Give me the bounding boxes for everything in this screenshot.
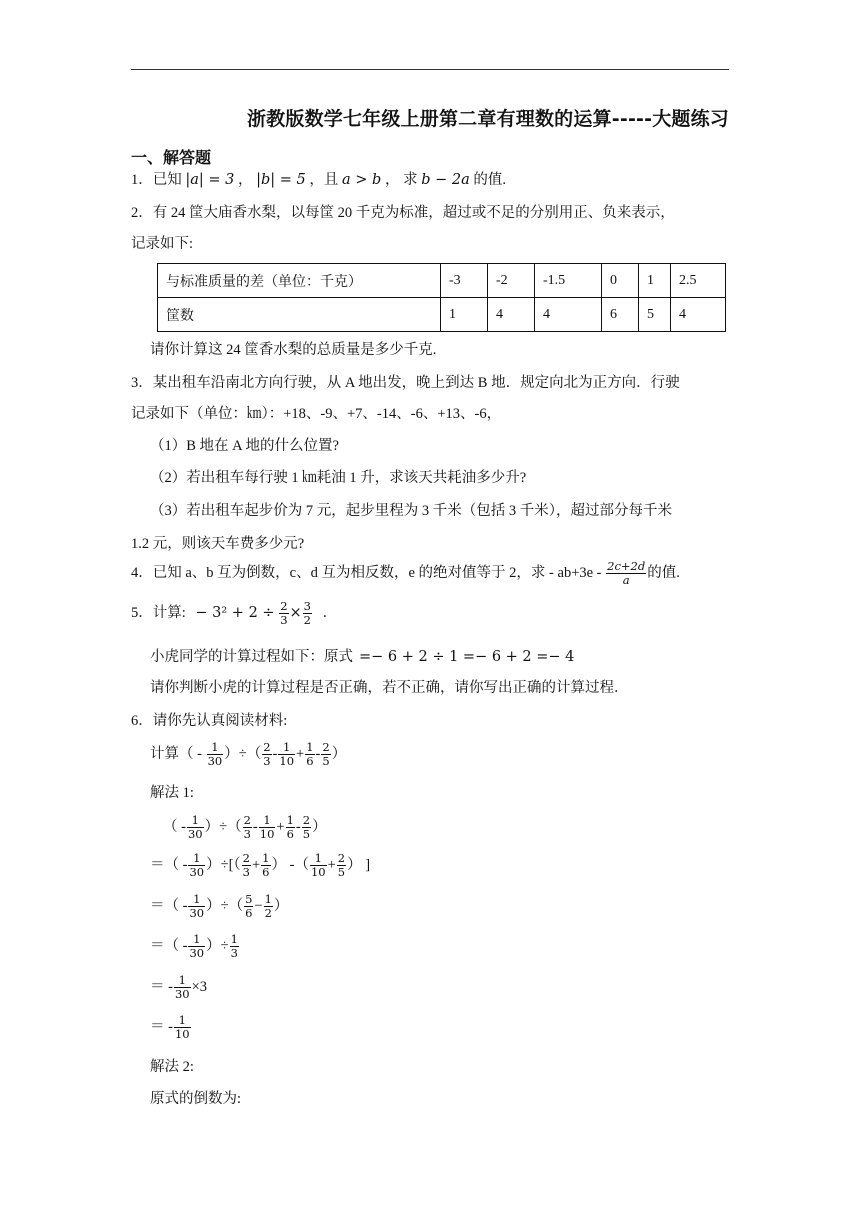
question-3-line-2: 记录如下（单位：㎞）：+18、-9、+7、-14、-6、+13、-6， <box>131 406 502 422</box>
question-4: 4．已知 a、b 互为倒数，c、d 互为相反数，e 的绝对值等于 2，求 - ab+3e - $\frac{2c+2d}{a}$ 的值. <box>131 559 680 587</box>
solution-step: ＝（ - $\frac{1}{30}$ ）÷ $\frac{1}{3}$ <box>150 932 238 960</box>
question-3-part-3-cont: 1.2 元，则该天车费多少元? <box>131 536 305 552</box>
question-2-line-2: 记录如下: <box>131 236 194 252</box>
table-cell: 与标准质量的差（单位：千克） <box>158 264 441 298</box>
question-3-part-3: （3）若出租车起步价为 7 元，起步里程为 3 千米（包括 3 千米），超过部分每千米 <box>150 503 672 519</box>
solution-step: （ - $\frac{1}{30}$ ）÷（ $\frac{2}{3}$ - $\frac{1}{10}$ + $\frac{1}{6}$ - $\frac{2}{5}$ ） <box>163 813 327 841</box>
table-cell: 6 <box>602 298 639 332</box>
table-cell: 1 <box>441 298 488 332</box>
solution-step: ＝ - $\frac{1}{30}$ ×3 <box>150 973 208 1001</box>
table-cell: 5 <box>639 298 671 332</box>
table-row <box>158 264 726 298</box>
fraction: $\frac{2c+2d}{a}$ <box>607 559 646 587</box>
method-2-label: 解法 2: <box>150 1059 194 1075</box>
question-5-student-work: 小虎同学的计算过程如下：原式 =− 6 + 2 ÷ 1 =− 6 + 2 =− 4 <box>150 649 575 665</box>
question-2-line-1: 2．有 24 筐大庙香水梨，以每筐 20 千克为标准，超过或不足的分别用正、负来表示， <box>131 205 675 221</box>
table-cell: 4 <box>535 298 602 332</box>
question-6-intro: 6．请你先认真阅读材料: <box>131 713 288 729</box>
table-cell: 筐数 <box>158 298 441 332</box>
table-cell: -1.5 <box>535 264 602 298</box>
method-1-label: 解法 1: <box>150 785 194 801</box>
question-5: 5．计算: − 3² + 2 ÷ $\frac{2}{3}$ × $\frac{3}{2}$ ． <box>131 599 338 627</box>
page-title: 浙教版数学七年级上册第二章有理数的运算-----大题练习 <box>246 108 729 130</box>
question-1: 1．已知 |a| = 3 ， |b| = 5 ，且 a > b ， 求 b − 2a 的值. <box>131 172 506 188</box>
weight-table <box>157 263 726 332</box>
question-2-ask: 请你计算这 24 筐香水梨的总质量是多少千克. <box>150 342 437 358</box>
table-cell: 1 <box>639 264 671 298</box>
table-cell: 4 <box>488 298 535 332</box>
solution-step: ＝（ - $\frac{1}{30}$ ）÷[（ $\frac{2}{3}$ + $\frac{1}{6}$ ） -（ $\frac{1}{10}$ + $\frac{2}{5}$ ） ] <box>150 851 371 879</box>
fraction: $\frac{2}{3}$ <box>280 599 288 627</box>
table-cell: 2.5 <box>671 264 726 298</box>
solution-step: ＝ - $\frac{1}{10}$ <box>150 1013 190 1041</box>
solution-step: ＝（ - $\frac{1}{30}$ ）÷（ $\frac{5}{6}$ − $\frac{1}{2}$ ） <box>150 892 289 920</box>
section-heading: 一、解答题 <box>131 148 212 167</box>
table-cell: -2 <box>488 264 535 298</box>
header-rule <box>131 69 729 70</box>
reciprocal-line: 原式的倒数为: <box>150 1091 242 1107</box>
table-cell: 0 <box>602 264 639 298</box>
fraction: $\frac{3}{2}$ <box>303 599 311 627</box>
question-5-instruction: 请你判断小虎的计算过程是否正确，若不正确，请你写出正确的计算过程． <box>150 680 629 696</box>
question-3-part-1: （1）B 地在 A 地的什么位置? <box>150 438 339 454</box>
question-3-line-1: 3．某出租车沿南北方向行驶，从 A 地出发，晚上到达 B 地．规定向北为正方向．行驶 <box>131 375 680 391</box>
table-cell: -3 <box>441 264 488 298</box>
table-cell: 4 <box>671 298 726 332</box>
q6-calc-line: 计算（ - $\frac{1}{30}$ ）÷（ $\frac{2}{3}$ - $\frac{1}{10}$ + $\frac{1}{6}$ - $\frac{2}{5}$ ） <box>150 740 347 768</box>
table-row <box>158 298 726 332</box>
question-3-part-2: （2）若出租车每行驶 1 ㎞耗油 1 升，求该天共耗油多少升? <box>150 470 527 486</box>
